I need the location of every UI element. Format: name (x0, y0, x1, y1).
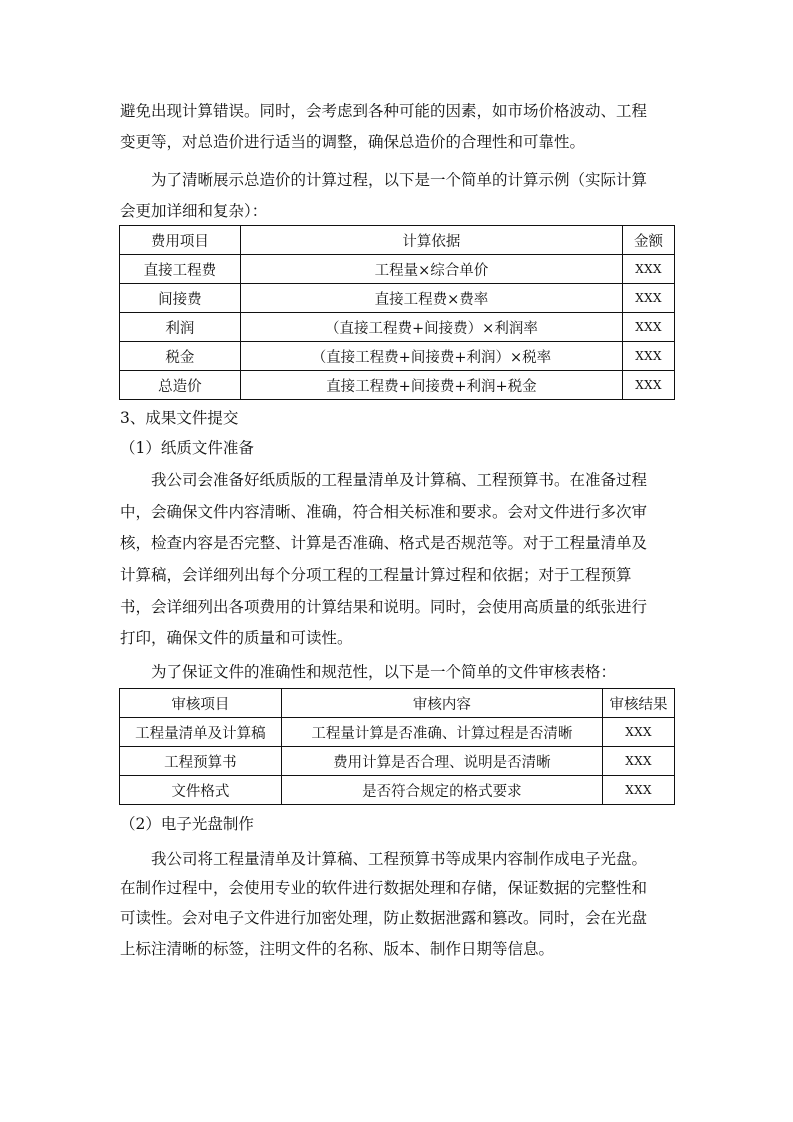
table-header-cell: 计算依据 (240, 226, 622, 255)
audit-table (119, 688, 675, 805)
table-cell: 是否符合规定的格式要求 (281, 776, 602, 805)
paragraph-line: 会更加详细和复杂）： (120, 202, 268, 220)
paragraph-line: 变更等，对总造价进行适当的调整，确保总造价的合理性和可靠性。 (120, 133, 586, 151)
paragraph-line: 避免出现计算错误。同时，会考虑到各种可能的因素，如市场价格波动、工程 (120, 102, 648, 120)
table-cell: 利润 (120, 313, 241, 342)
table-cell: XXX (623, 342, 675, 371)
table-cell: XXX (603, 747, 675, 776)
paragraph-line: 中，会确保文件内容清晰、准确，符合相关标准和要求。会对文件进行多次审 (120, 503, 648, 521)
table-cell: XXX (623, 284, 675, 313)
table-header-row (120, 689, 675, 718)
table-row (120, 284, 675, 313)
table-cell: XXX (603, 718, 675, 747)
paragraph-line: 书，会详细列出各项费用的计算结果和说明。同时，会使用高质量的纸张进行 (120, 598, 648, 616)
table-header-cell: 费用项目 (120, 226, 241, 255)
table-cell: 税金 (120, 342, 241, 371)
table-header-cell: 审核项目 (120, 689, 282, 718)
table-row (120, 776, 675, 805)
paragraph-line: 我公司会准备好纸质版的工程量清单及计算稿、工程预算书。在准备过程 (151, 471, 648, 489)
table-row (120, 342, 675, 371)
paragraph-line: 打印，确保文件的质量和可读性。 (120, 629, 353, 647)
subsection-heading: （1）纸质文件准备 (120, 439, 254, 457)
paragraph-line: 为了保证文件的准确性和规范性，以下是一个简单的文件审核表格： (151, 663, 617, 681)
table-header-cell: 审核结果 (603, 689, 675, 718)
table-cell: 工程量计算是否准确、计算过程是否清晰 (281, 718, 602, 747)
table-row (120, 718, 675, 747)
table-cell: 工程量清单及计算稿 (120, 718, 282, 747)
table-cell: （直接工程费+间接费+利润）×税率 (240, 342, 622, 371)
table-cell: 直接工程费+间接费+利润+税金 (240, 371, 622, 400)
paragraph-line: 计算稿，会详细列出每个分项工程的工程量计算过程和依据；对于工程预算 (120, 566, 632, 584)
paragraph-line: 为了清晰展示总造价的计算过程，以下是一个简单的计算示例（实际计算 (151, 171, 648, 189)
table-row (120, 371, 675, 400)
table-cell: XXX (603, 776, 675, 805)
table-cell: 工程预算书 (120, 747, 282, 776)
section-heading: 3、成果文件提交 (120, 409, 239, 427)
table-row (120, 747, 675, 776)
table-cell: XXX (623, 313, 675, 342)
table-header-cell: 金额 (623, 226, 675, 255)
table-row (120, 255, 675, 284)
cost-calculation-table (119, 225, 675, 400)
paragraph-line: 我公司将工程量清单及计算稿、工程预算书等成果内容制作成电子光盘。 (151, 850, 648, 868)
paragraph-line: 核，检查内容是否完整、计算是否准确、格式是否规范等。对于工程量清单及 (120, 534, 648, 552)
table-cell: （直接工程费+间接费）×利润率 (240, 313, 622, 342)
table-cell: XXX (623, 371, 675, 400)
table-header-row (120, 226, 675, 255)
subsection-heading: （2）电子光盘制作 (120, 815, 254, 833)
table-header-cell: 审核内容 (281, 689, 602, 718)
table-cell: 间接费 (120, 284, 241, 313)
paragraph-line: 可读性。会对电子文件进行加密处理，防止数据泄露和篡改。同时，会在光盘 (120, 909, 648, 927)
table-row (120, 313, 675, 342)
table-cell: 直接工程费×费率 (240, 284, 622, 313)
table-cell: 直接工程费 (120, 255, 241, 284)
table-cell: 工程量×综合单价 (240, 255, 622, 284)
table-cell: 费用计算是否合理、说明是否清晰 (281, 747, 602, 776)
paragraph-line: 在制作过程中，会使用专业的软件进行数据处理和存储，保证数据的完整性和 (120, 879, 648, 897)
table-cell: 文件格式 (120, 776, 282, 805)
table-cell: XXX (623, 255, 675, 284)
paragraph-line: 上标注清晰的标签，注明文件的名称、版本、制作日期等信息。 (120, 940, 555, 958)
table-cell: 总造价 (120, 371, 241, 400)
